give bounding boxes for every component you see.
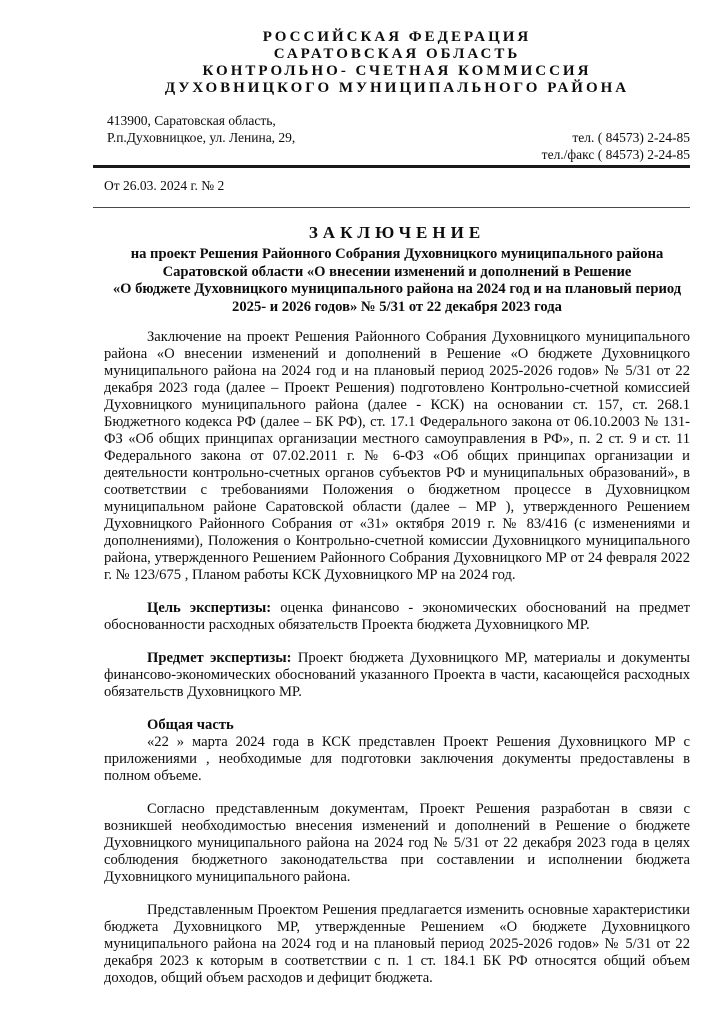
divider-bottom	[93, 207, 690, 208]
letterhead	[104, 29, 690, 97]
paragraph-characteristics: Представленным Проектом Решения предлагается изменить основные характеристики бюджета Духовницкого МР, утвержденные Решением «О бюджете Духовницкого муниципального района на 2024 год и на плановый период 2025-2026 годов» № 5/31 от 22 декабря 2023 к которым в соответствии с п. 1 ст. 184.1 БК РФ относятся общий объем доходов, общий объем расходов и дефицит бюджета.	[104, 902, 690, 986]
goal-text: оценка финансово - экономических обоснований на предмет обоснованности расходных обязательств Проекта бюджета Духовницкого МР.	[104, 600, 690, 633]
address-block	[107, 112, 295, 146]
document-subtitle	[104, 246, 690, 316]
title-block	[104, 223, 690, 316]
subtitle-line-4: 2025- и 2026 годов» № 5/31 от 22 декабря 2023 года	[232, 298, 562, 315]
document-body	[104, 329, 690, 987]
address-line-2: Р.п.Духовницкое, ул. Ленина, 29,	[107, 130, 296, 145]
phone-fax-line: тел./факс ( 84573) 2-24-85	[541, 147, 690, 162]
letterhead-line-country: РОССИЙСКАЯ ФЕДЕРАЦИЯ	[262, 29, 532, 45]
address-line-1: 413900, Саратовская область,	[107, 113, 276, 128]
paragraph-subject	[104, 650, 690, 701]
paragraph-intro: Заключение на проект Решения Районного Собрания Духовницкого муниципального района «О внесении изменений и дополнений в Решение «О бюджете Духовницкого муниципального района на 2024 год и на плановый период 2025-2026 годов» № 5/31 от 22 декабря 2023 года (далее – Проект Решения) подготовлено Контрольно-счетной комиссией Духовницкого муниципального района (далее - КСК) на основании ст. 157, ст. 268.1 Бюджетного кодекса РФ (далее – БК РФ), ст. 17.1 Федерального закона от 06.10.2003 № 131-ФЗ «Об общих принципах организации местного самоуправления в РФ», п. 2 ст. 9 и ст. 11 Федерального закона от 07.02.2011 г. № 6-ФЗ «Об общих принципах организации и деятельности контрольно-счетных органов субъектов РФ и муниципальных образований», в соответствии с требованиями Положения о бюджетном процессе в Духовницком муниципальном районе Саратовской области (далее – МР ), утвержденного Решением Духовницкого Районного Собрания от «31» октября 2019 г. № 83/416 (с изменениями и дополнениями), Положения о Контрольно-счетной комиссии Духовницкого муниципального района, утвержденного Решением Районного Собрания Духовницкого МР от 24 февраля 2022 г. № 123/675 , Планом работы КСК Духовницкого МР на 2024 год.	[104, 329, 690, 583]
letterhead-line-region: САРАТОВСКАЯ ОБЛАСТЬ	[273, 46, 521, 62]
subject-label: Предмет экспертизы:	[147, 650, 292, 666]
letterhead-line-district: ДУХОВНИЦКОГО МУНИЦИПАЛЬНОГО РАЙОНА	[164, 80, 630, 96]
divider-top	[93, 165, 690, 168]
subtitle-line-3: «О бюджете Духовницкого муниципального района на 2024 год и на плановый период	[112, 281, 682, 297]
subtitle-line-2: Саратовской области «О внесении изменений и дополнений в Решение	[162, 263, 632, 280]
document-title: ЗАКЛЮЧЕНИЕ	[308, 223, 486, 242]
phone-block	[542, 129, 690, 163]
goal-label: Цель экспертизы:	[147, 600, 272, 616]
subject-text: Проект бюджета Духовницкого МР, материалы и документы финансово-экономических обоснований указанного Проекта в части, касающейся расходных обязательств Духовницкого МР.	[104, 650, 690, 700]
paragraph-submission: «22 » марта 2024 года в КСК представлен Проект Решения Духовницкого МР с приложениями , необходимые для подготовки заключения документы предоставлены в полном объеме.	[104, 734, 690, 784]
letterhead-line-commission: КОНТРОЛЬНО- СЧЕТНАЯ КОММИССИЯ	[202, 63, 592, 79]
subtitle-line-1: на проект Решения Районного Собрания Духовницкого муниципального района	[130, 246, 664, 262]
section-heading-general: Общая часть	[147, 717, 234, 733]
paragraph-rationale: Согласно представленным документам, Проект Решения разработан в связи с возникшей необходимостью внесения изменений и дополнений в Решение о бюджете Духовницкого муниципального района на 2024 год № 5/31 от 22 декабря 2023 года в целях соблюдения бюджетного законодательства при составлении и исполнении бюджета Духовницкого муниципального района.	[104, 801, 690, 885]
phone-line: тел. ( 84573) 2-24-85	[572, 130, 690, 145]
reference-line: От 26.03. 2024 г. № 2	[104, 178, 225, 193]
paragraph-goal	[104, 600, 690, 634]
contact-block	[104, 112, 690, 163]
